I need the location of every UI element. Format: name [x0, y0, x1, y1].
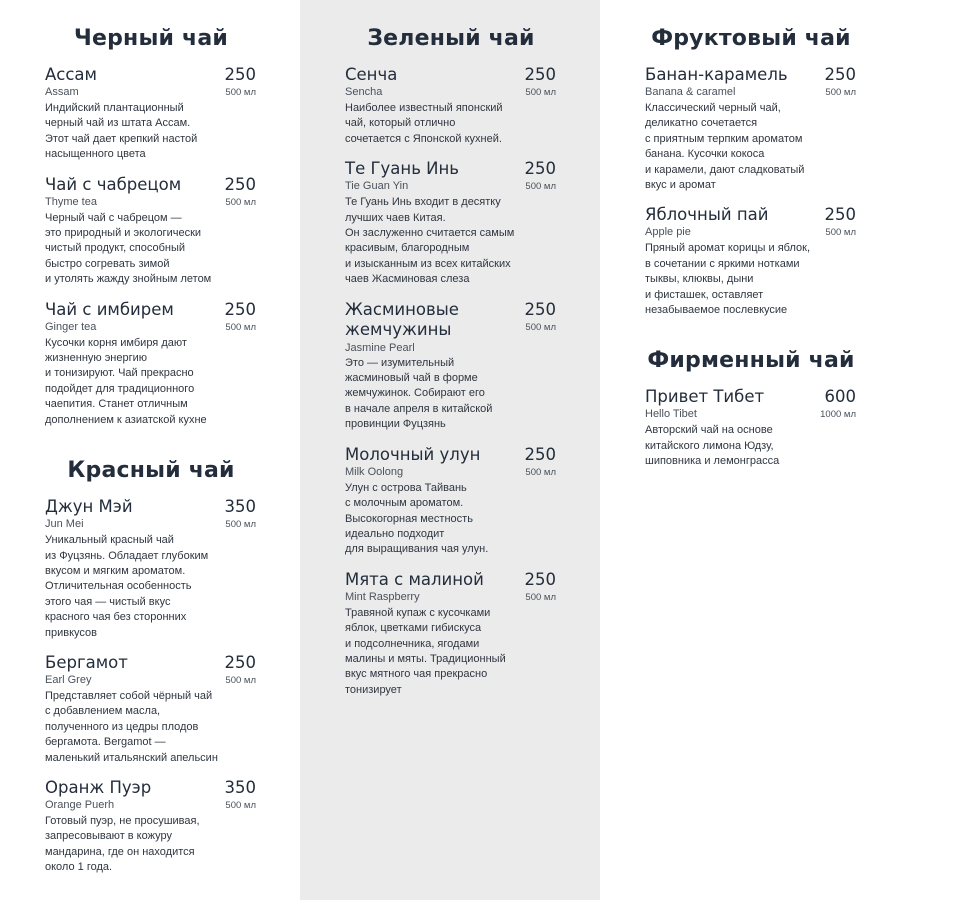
menu-item	[345, 445, 556, 558]
item-description: Классический черный чай, деликатно сочетается с приятным терпким ароматом банана. Кусочки кокоса и карамели, дают сладковатый вкус и аромат	[645, 102, 805, 192]
item-name: Молочный улун	[345, 444, 481, 464]
item-name: Ассам	[45, 65, 97, 84]
item-description: Представляет собой чёрный чай с добавлением масла, полученного из цедры плодов бергамота. Bergamot — маленький итальянский апельсин	[45, 689, 218, 764]
item-price: 250	[224, 652, 256, 672]
item-latin-name: Hello Tibet	[645, 408, 697, 421]
item-latin-name: Jun Mei	[45, 518, 84, 531]
item-description: Наиболее известный японский чай, который отлично сочетается с Японской кухней.	[345, 102, 503, 145]
item-price: 250	[524, 569, 556, 589]
item-description: Индийский плантационный черный чай из штата Ассам. Этот чай дает крепкий настой насыщенного цвета	[45, 102, 198, 161]
item-volume: 500 мл	[225, 519, 256, 531]
menu-item	[645, 205, 856, 318]
item-description: Кусочки корня имбиря дают жизненную энергию и тонизируют. Чай прекрасно подойдет для традиционного чаепития. Станет отличным дополнением к азиатской кухне	[45, 336, 207, 426]
item-price: 250	[524, 159, 556, 179]
menu-item	[345, 159, 556, 287]
item-name: Жасминовые жемчужины	[345, 299, 459, 339]
menu-column-3	[600, 0, 960, 900]
category-signature-tea	[645, 348, 960, 469]
item-name: Чай с чабрецом	[45, 174, 182, 194]
item-description: Уникальный красный чай из Фуцзянь. Обладает глубоким вкусом и мягким ароматом. Отличительная особенность этого чая — чистый вкус красного чая без сторонних привкусов	[45, 534, 209, 639]
item-volume: 500 мл	[225, 674, 256, 686]
menu-item	[45, 65, 256, 163]
item-description: Те Гуань Инь входит в десятку лучших чаев Китая. Он заслуженно считается самым красивым, благородным и изысканным из всех китайских чаев Жасминовая слеза	[345, 196, 515, 286]
item-volume: 500 мл	[225, 321, 256, 333]
item-price: 600	[824, 387, 856, 407]
item-price: 250	[224, 174, 256, 194]
item-price: 350	[224, 497, 256, 517]
item-price: 350	[224, 777, 256, 797]
category-title: Черный чай	[74, 26, 228, 51]
item-description: Травяной купаж с кусочками яблок, цветками гибискуса и подсолнечника, ягодами малины и мяты. Традиционный вкус мятного чая прекрасно тонизирует	[345, 606, 506, 696]
item-latin-name: Milk Oolong	[345, 465, 404, 478]
menu-item	[45, 175, 256, 288]
item-name: Яблочный пай	[645, 205, 769, 225]
item-volume: 500 мл	[825, 87, 856, 98]
item-name: Те Гуань Инь	[345, 159, 460, 179]
item-volume: 500 мл	[525, 87, 556, 98]
menu-item	[45, 778, 256, 876]
item-name: Сенча	[345, 65, 398, 84]
item-description: Авторский чай на основе китайского лимона Юдзу, шиповника и лемонграсса	[645, 424, 780, 468]
item-latin-name: Mint Raspberry	[345, 590, 420, 603]
category-spacer	[45, 440, 300, 458]
item-volume: 500 мл	[525, 181, 556, 193]
menu-item	[45, 300, 256, 428]
item-latin-name: Apple pie	[645, 226, 691, 239]
item-latin-name: Tie Guan Yin	[345, 180, 409, 193]
item-name: Бергамот	[45, 652, 128, 672]
category-black-tea	[45, 26, 300, 428]
item-name: Привет Тибет	[645, 387, 765, 407]
item-latin-name: Earl Grey	[45, 673, 92, 686]
category-green-tea	[345, 26, 600, 698]
menu-item	[345, 300, 556, 433]
category-fruit-tea	[645, 26, 960, 318]
item-latin-name: Banana & caramel	[645, 86, 736, 98]
item-price: 250	[524, 65, 556, 84]
menu-item	[45, 497, 256, 641]
item-price: 250	[824, 205, 856, 225]
item-name: Оранж Пуэр	[45, 777, 152, 797]
item-description: Улун с острова Тайвань с молочным ароматом. Высокогорная местность идеально подходит для выращивания чая улун.	[345, 481, 489, 556]
item-name: Чай с имбирем	[45, 299, 174, 319]
menu-column-1	[0, 0, 300, 900]
menu-item	[345, 65, 556, 147]
menu-column-2	[300, 0, 600, 900]
item-description: Пряный аромат корицы и яблок, в сочетании с яркими нотками тыквы, клюквы, дыни и фисташек, оставляет незабываемое послевкусие	[645, 242, 810, 317]
item-price: 250	[224, 299, 256, 319]
item-latin-name: Jasmine Pearl	[345, 341, 415, 354]
item-latin-name: Sencha	[345, 86, 383, 98]
category-red-tea	[45, 458, 300, 876]
item-latin-name: Orange Puerh	[45, 798, 115, 811]
item-volume: 500 мл	[225, 87, 256, 98]
item-volume: 1000 мл	[820, 409, 856, 421]
category-title: Красный чай	[67, 458, 235, 484]
category-title: Зеленый чай	[367, 26, 535, 51]
menu-item	[645, 387, 856, 469]
item-volume: 500 мл	[225, 196, 256, 208]
item-description: Это — изумительный жасминовый чай в форме жемчужинок. Собирают его в начале апреля в китайской провинции Фуцзянь	[345, 356, 493, 431]
menu-item	[345, 570, 556, 698]
item-name: Мята с малиной	[345, 569, 484, 589]
item-price: 250	[224, 65, 256, 84]
item-volume: 500 мл	[525, 321, 556, 333]
category-title: Фруктовый чай	[651, 26, 851, 51]
item-volume: 500 мл	[525, 466, 556, 478]
menu-item	[45, 653, 256, 766]
item-volume: 500 мл	[225, 799, 256, 811]
item-latin-name: Thyme tea	[45, 195, 97, 208]
item-volume: 500 мл	[525, 591, 556, 603]
item-latin-name: Ginger tea	[45, 320, 97, 333]
item-name: Джун Мэй	[45, 497, 133, 517]
category-spacer	[645, 330, 960, 348]
item-price: 250	[524, 444, 556, 464]
item-description: Готовый пуэр, не просушивая, запресовывают в кожуру мандарина, где он находится около 1 года.	[45, 814, 200, 874]
category-title: Фирменный чай	[647, 348, 855, 374]
item-description: Черный чай с чабрецом — это природный и экологически чистый продукт, способный быстро согревать зимой и утолять жажду знойным летом	[45, 211, 212, 286]
item-price: 250	[824, 65, 856, 84]
item-price: 250	[524, 299, 556, 319]
menu-item	[645, 65, 856, 193]
item-volume: 500 мл	[825, 227, 856, 239]
item-latin-name: Assam	[45, 86, 79, 98]
item-name: Банан-карамель	[645, 65, 788, 84]
